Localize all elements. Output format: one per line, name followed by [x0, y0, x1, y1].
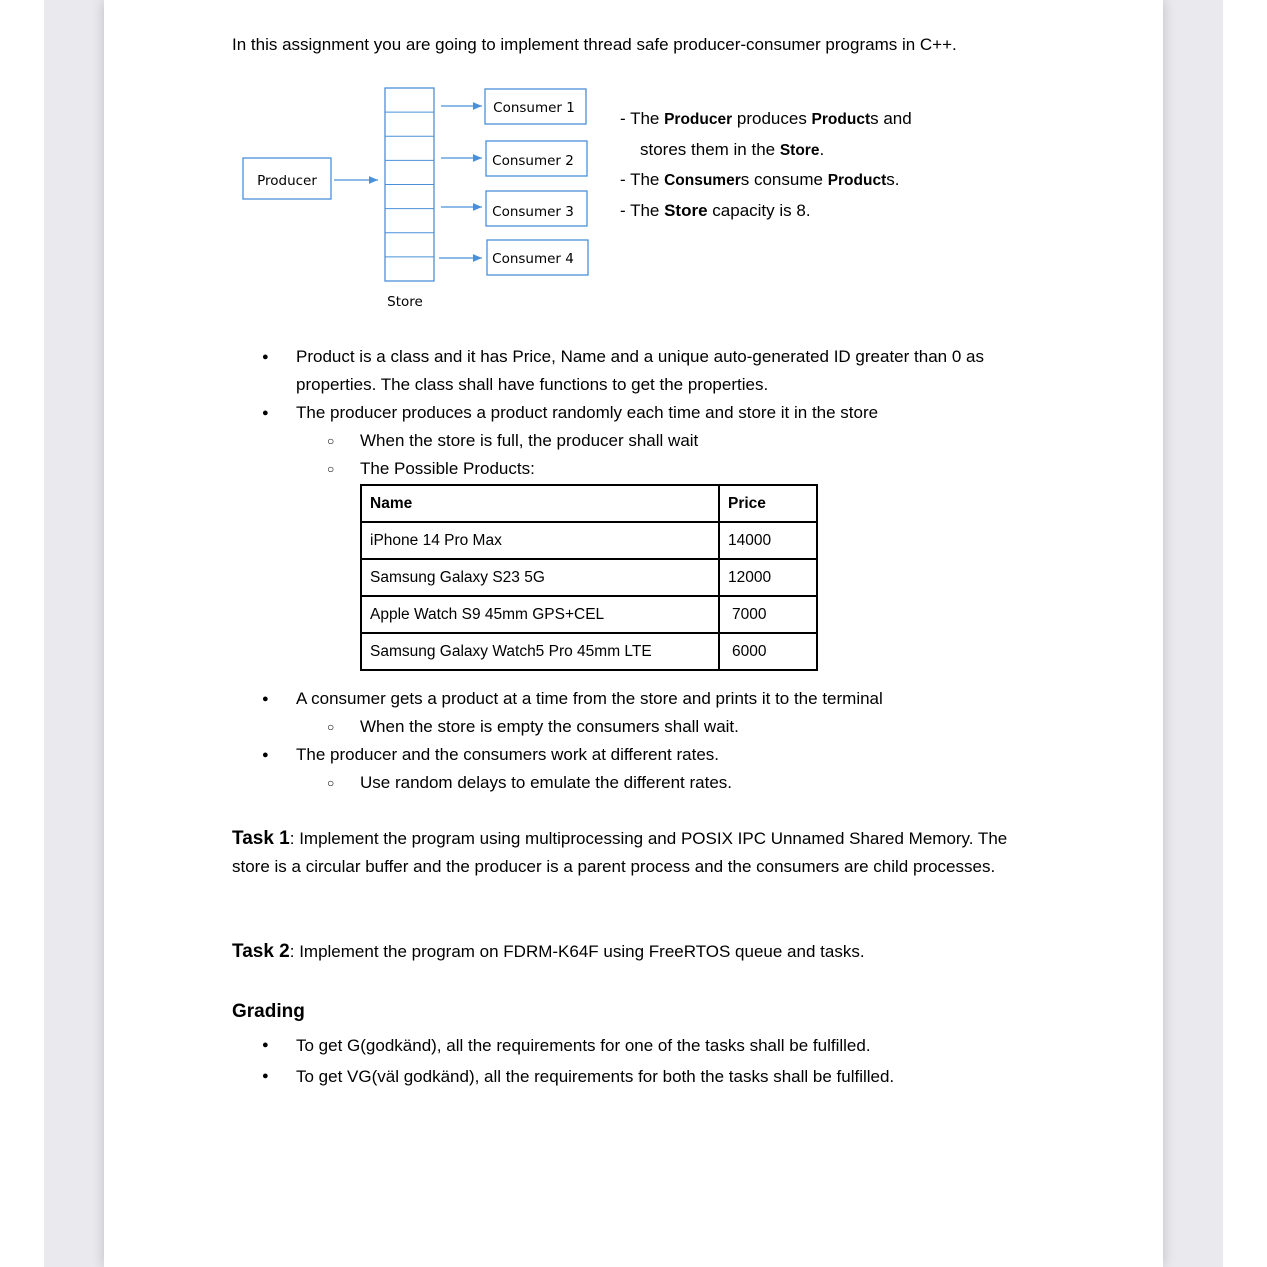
products-table — [360, 484, 818, 671]
list-item: ● To get G(godkänd), all the requirements for one of the tasks shall be fulfilled. — [232, 1030, 1032, 1061]
list-item: ● The producer produces a product randomly each time and store it in the store — [232, 399, 1032, 427]
grading-list — [232, 1030, 1032, 1092]
store-label: Store — [387, 294, 423, 310]
requirements-list — [232, 343, 1032, 483]
list-item: ○ When the store is full, the producer shall wait — [232, 427, 1032, 455]
list-item: ● A consumer gets a product at a time from the store and prints it to the terminal — [232, 685, 1032, 713]
task-1: Task 1: Implement the program using multiprocessing and POSIX IPC Unnamed Shared Memory. The store is a circular buffer and the producer is a parent process and the consumers are child processes. — [232, 828, 1008, 876]
list-item: ● Product is a class and it has Price, Name and a unique auto-generated ID greater than 0 as properties. The class shall have functions to get the properties. — [232, 343, 1032, 399]
consumer-1-box — [441, 89, 586, 124]
table-row: Samsung Galaxy S23 5G 12000 — [361, 559, 817, 596]
consumer-4-box — [439, 240, 588, 275]
table-row: Apple Watch S9 45mm GPS+CEL 7000 — [361, 596, 817, 633]
diagram-notes: - The Producer produces Products and stores them in the Store. - The Consumers consume Products. - The Store capacity is 8. — [620, 109, 912, 220]
list-item: ○ Use random delays to emulate the different rates. — [232, 769, 1032, 797]
consumer-2-box — [441, 141, 587, 176]
store-box — [385, 88, 434, 281]
grading-heading: Grading — [232, 1001, 305, 1022]
table-header-row: Name Price — [361, 485, 817, 522]
svg-text:Consumer 1: Consumer 1 — [493, 100, 575, 116]
task-2: Task 2: Implement the program on FDRM-K64F using FreeRTOS queue and tasks. — [232, 941, 865, 962]
table-row: Samsung Galaxy Watch5 Pro 45mm LTE 6000 — [361, 633, 817, 670]
svg-text:Consumer 2: Consumer 2 — [492, 153, 574, 169]
svg-text:Consumer 3: Consumer 3 — [492, 204, 574, 220]
consumer-3-box — [441, 191, 587, 226]
producer-box — [243, 158, 331, 199]
producer-consumer-diagram — [230, 80, 610, 320]
svg-text:Consumer 4: Consumer 4 — [492, 251, 574, 267]
list-item: ● To get VG(väl godkänd), all the requirements for both the tasks shall be fulfilled. — [232, 1061, 1032, 1092]
list-item: ○ When the store is empty the consumers shall wait. — [232, 713, 1032, 741]
list-item: ● The producer and the consumers work at different rates. — [232, 741, 1032, 769]
consumer-list — [232, 685, 1032, 797]
producer-label: Producer — [257, 173, 317, 189]
list-item: ○ The Possible Products: — [232, 455, 1032, 483]
table-row: iPhone 14 Pro Max 14000 — [361, 522, 817, 559]
intro-text: In this assignment you are going to implement thread safe producer-consumer programs in C++. — [232, 35, 957, 54]
